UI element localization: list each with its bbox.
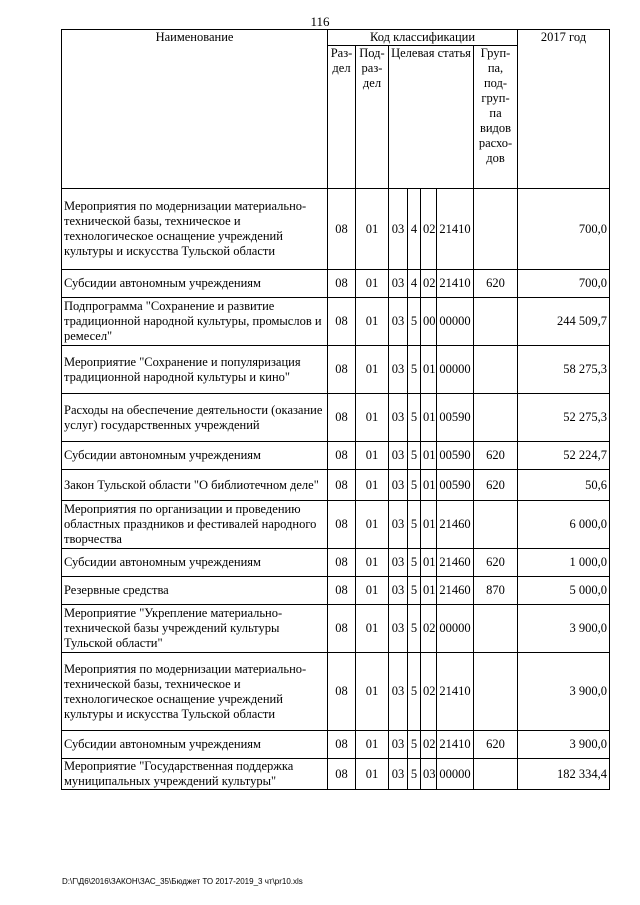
row-podrazdel: 01 (356, 501, 389, 549)
row-target-program: 03 (389, 442, 408, 470)
row-target-subprogram: 5 (408, 298, 421, 346)
row-razdel: 08 (328, 270, 356, 298)
row-amount: 3 900,0 (518, 653, 610, 731)
row-name: Подпрограмма "Сохранение и развитие традиционной народной культуры, промыслов и ремесел" (62, 298, 328, 346)
row-razdel: 08 (328, 759, 356, 790)
row-podrazdel: 01 (356, 270, 389, 298)
row-razdel: 08 (328, 653, 356, 731)
row-expense-type: 620 (474, 470, 518, 501)
row-name: Закон Тульской области "О библиотечном деле" (62, 470, 328, 501)
row-razdel: 08 (328, 189, 356, 270)
row-amount: 3 900,0 (518, 605, 610, 653)
row-amount: 700,0 (518, 270, 610, 298)
row-razdel: 08 (328, 394, 356, 442)
row-target-direction: 00590 (437, 394, 474, 442)
row-target-event: 01 (421, 549, 437, 577)
header-group: Груп- па, под- груп- па видов расхо- дов (474, 46, 518, 189)
table-row (62, 653, 610, 731)
row-expense-type (474, 653, 518, 731)
table-body (62, 189, 610, 790)
row-razdel: 08 (328, 470, 356, 501)
table-row (62, 394, 610, 442)
row-target-event: 01 (421, 346, 437, 394)
row-razdel: 08 (328, 501, 356, 549)
row-target-event: 02 (421, 189, 437, 270)
row-podrazdel: 01 (356, 442, 389, 470)
table-header (62, 30, 610, 189)
row-target-program: 03 (389, 298, 408, 346)
row-name: Мероприятия по организации и проведению областных праздников и фестивалей народного творчества (62, 501, 328, 549)
row-name: Мероприятие "Укрепление материально-технической базы учреждений культуры Тульской области" (62, 605, 328, 653)
row-target-event: 03 (421, 759, 437, 790)
row-expense-type (474, 394, 518, 442)
row-target-program: 03 (389, 270, 408, 298)
row-target-event: 02 (421, 605, 437, 653)
row-podrazdel: 01 (356, 759, 389, 790)
row-target-event: 02 (421, 731, 437, 759)
row-target-direction: 21410 (437, 731, 474, 759)
row-target-event: 01 (421, 394, 437, 442)
table-row (62, 577, 610, 605)
row-expense-type (474, 605, 518, 653)
row-expense-type (474, 346, 518, 394)
row-target-subprogram: 4 (408, 189, 421, 270)
table-row (62, 298, 610, 346)
row-target-direction: 00590 (437, 470, 474, 501)
table-row (62, 442, 610, 470)
row-podrazdel: 01 (356, 394, 389, 442)
row-amount: 3 900,0 (518, 731, 610, 759)
row-target-subprogram: 5 (408, 549, 421, 577)
table-row (62, 731, 610, 759)
row-amount: 182 334,4 (518, 759, 610, 790)
row-target-direction: 21410 (437, 270, 474, 298)
row-amount: 52 224,7 (518, 442, 610, 470)
header-section: Раз- дел (328, 46, 356, 189)
row-expense-type: 620 (474, 442, 518, 470)
row-name: Мероприятие "Сохранение и популяризация традиционной народной культуры и кино" (62, 346, 328, 394)
row-amount: 52 275,3 (518, 394, 610, 442)
row-target-subprogram: 5 (408, 759, 421, 790)
row-target-subprogram: 5 (408, 394, 421, 442)
row-amount: 700,0 (518, 189, 610, 270)
row-target-subprogram: 4 (408, 270, 421, 298)
header-target: Целевая статья (389, 46, 474, 189)
row-name: Субсидии автономным учреждениям (62, 270, 328, 298)
row-expense-type (474, 759, 518, 790)
row-name: Мероприятия по модернизации материально-технической базы, техническое и технологическое оснащение учреждений культуры и искусства Тульской области (62, 653, 328, 731)
table-row (62, 470, 610, 501)
row-target-event: 01 (421, 442, 437, 470)
row-target-direction: 21410 (437, 189, 474, 270)
row-podrazdel: 01 (356, 470, 389, 501)
row-target-subprogram: 5 (408, 470, 421, 501)
row-name: Субсидии автономным учреждениям (62, 731, 328, 759)
row-target-subprogram: 5 (408, 346, 421, 394)
row-target-event: 02 (421, 653, 437, 731)
header-subsection: Под- раз- дел (356, 46, 389, 189)
row-razdel: 08 (328, 549, 356, 577)
row-target-event: 02 (421, 270, 437, 298)
row-target-direction: 00000 (437, 759, 474, 790)
row-podrazdel: 01 (356, 189, 389, 270)
row-podrazdel: 01 (356, 605, 389, 653)
row-target-direction: 21460 (437, 501, 474, 549)
row-razdel: 08 (328, 731, 356, 759)
row-target-program: 03 (389, 549, 408, 577)
row-razdel: 08 (328, 298, 356, 346)
row-target-direction: 21410 (437, 653, 474, 731)
row-target-program: 03 (389, 577, 408, 605)
row-target-program: 03 (389, 759, 408, 790)
row-razdel: 08 (328, 605, 356, 653)
row-target-direction: 21460 (437, 549, 474, 577)
row-podrazdel: 01 (356, 731, 389, 759)
row-name: Мероприятие "Государственная поддержка муниципальных учреждений культуры" (62, 759, 328, 790)
row-target-subprogram: 5 (408, 605, 421, 653)
row-amount: 5 000,0 (518, 577, 610, 605)
row-razdel: 08 (328, 346, 356, 394)
page-number: 116 (310, 14, 330, 29)
row-target-program: 03 (389, 189, 408, 270)
row-target-direction: 00590 (437, 442, 474, 470)
file-path-footer: D:\Г\Д6\2016\ЗАКОН\ЗАС_35\Бюджет ТО 2017-2019_3 чт\pr10.xls (62, 877, 303, 886)
row-target-event: 01 (421, 501, 437, 549)
row-podrazdel: 01 (356, 577, 389, 605)
row-target-program: 03 (389, 731, 408, 759)
row-name: Субсидии автономным учреждениям (62, 442, 328, 470)
row-target-subprogram: 5 (408, 577, 421, 605)
row-target-event: 00 (421, 298, 437, 346)
row-expense-type (474, 501, 518, 549)
row-target-direction: 21460 (437, 577, 474, 605)
table-row (62, 549, 610, 577)
table-row (62, 346, 610, 394)
row-target-program: 03 (389, 470, 408, 501)
table-row (62, 270, 610, 298)
row-target-program: 03 (389, 394, 408, 442)
row-name: Расходы на обеспечение деятельности (оказание услуг) государственных учреждений (62, 394, 328, 442)
row-expense-type: 620 (474, 731, 518, 759)
table-row (62, 759, 610, 790)
row-razdel: 08 (328, 577, 356, 605)
row-target-subprogram: 5 (408, 501, 421, 549)
row-podrazdel: 01 (356, 346, 389, 394)
header-name: Наименование (62, 30, 328, 189)
row-amount: 58 275,3 (518, 346, 610, 394)
row-target-subprogram: 5 (408, 442, 421, 470)
row-podrazdel: 01 (356, 653, 389, 731)
row-target-direction: 00000 (437, 298, 474, 346)
header-code: Код классификации (328, 30, 518, 46)
row-name: Субсидии автономным учреждениям (62, 549, 328, 577)
row-target-subprogram: 5 (408, 731, 421, 759)
row-expense-type: 620 (474, 549, 518, 577)
row-expense-type: 870 (474, 577, 518, 605)
row-name: Мероприятия по модернизации материально-технической базы, техническое и технологическое оснащение учреждений культуры и искусства Тульской области (62, 189, 328, 270)
row-expense-type (474, 298, 518, 346)
row-amount: 50,6 (518, 470, 610, 501)
table-row (62, 189, 610, 270)
row-amount: 6 000,0 (518, 501, 610, 549)
row-target-program: 03 (389, 653, 408, 731)
row-expense-type (474, 189, 518, 270)
row-target-subprogram: 5 (408, 653, 421, 731)
row-target-program: 03 (389, 605, 408, 653)
row-name: Резервные средства (62, 577, 328, 605)
table-row (62, 501, 610, 549)
row-target-program: 03 (389, 501, 408, 549)
row-podrazdel: 01 (356, 549, 389, 577)
row-target-direction: 00000 (437, 605, 474, 653)
row-target-program: 03 (389, 346, 408, 394)
header-year: 2017 год (518, 30, 610, 189)
row-target-event: 01 (421, 470, 437, 501)
row-amount: 244 509,7 (518, 298, 610, 346)
row-target-direction: 00000 (437, 346, 474, 394)
row-amount: 1 000,0 (518, 549, 610, 577)
row-podrazdel: 01 (356, 298, 389, 346)
row-razdel: 08 (328, 442, 356, 470)
row-target-event: 01 (421, 577, 437, 605)
row-expense-type: 620 (474, 270, 518, 298)
budget-table (61, 29, 610, 790)
table-row (62, 605, 610, 653)
